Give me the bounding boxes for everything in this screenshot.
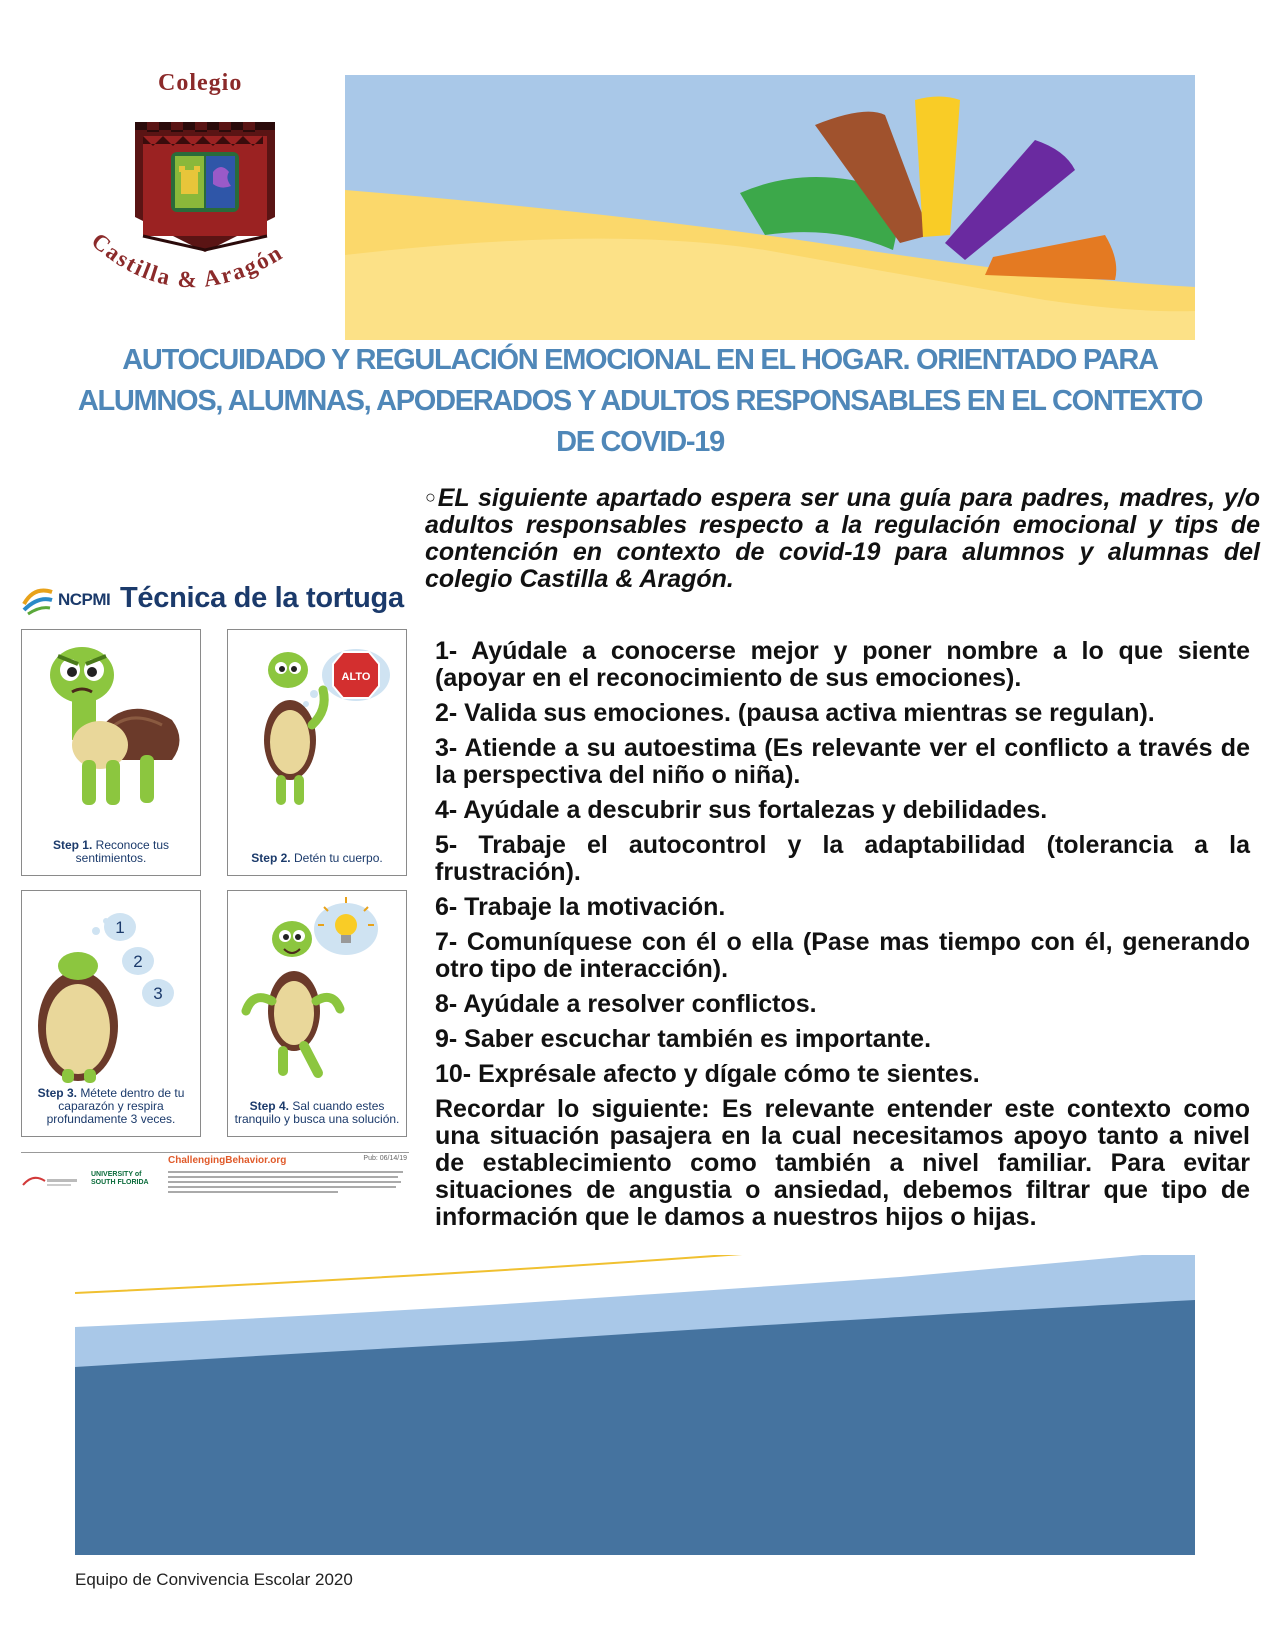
page-title: AUTOCUIDADO Y REGULACIÓN EMOCIONAL EN EL HOGAR. ORIENTADO PARA ALUMNOS, ALUMNAS, APODERADOS Y ADULTOS RESPONSABLES EN EL CONTEXTO DE COVID-19 [77, 344, 1203, 458]
step-panel-2 [227, 629, 407, 876]
usf-logo-label: UNIVERSITY of SOUTH FLORIDA [91, 1171, 149, 1186]
step-panel-4 [227, 890, 407, 1137]
ncpmi-label: NCPMI [58, 590, 111, 609]
breathing-turtle-icon [22, 891, 200, 1091]
school-crest [80, 60, 330, 300]
partner-logo-icon [21, 1171, 81, 1191]
intro-text: EL siguiente apartado espera ser una guía para padres, madres, y/o adultos responsables respecto a la regulación emocional y tips de contención en contexto de covid-19 para alumnos y alumnas del colegio Castilla & Aragón. [425, 484, 1260, 593]
list-item: 3- Atiende a su autoestima (Es relevante ver el conflicto a través de la perspectiva del niño o niña). [435, 734, 1250, 789]
tips-list [435, 638, 1250, 1231]
count-2: 2 [133, 952, 143, 971]
infographic-credits [21, 1152, 409, 1201]
crest-bottom-arc [80, 225, 330, 315]
ncpmi-logo-icon [20, 582, 56, 618]
reminder-paragraph: Recordar lo siguiente: Es relevante entender este contexto como una situación pasajera en la cual necesitamos apoyo tanto a nivel de establecimiento como también a nivel familiar. Para evitar situaciones de angustia o ansiedad, debemos filtrar que tipo de información que le damos a nuestros hijos o hijas. [435, 1095, 1250, 1231]
list-item: 10- Exprésale afecto y dígale cómo te sientes. [435, 1060, 980, 1088]
list-item: 6- Trabaje la motivación. [435, 893, 726, 921]
step-caption: Step 2. Detén tu cuerpo. [251, 851, 383, 865]
crest-bottom-word: Castilla & Aragón [86, 227, 288, 293]
bottom-wave-decoration [0, 1255, 1275, 1555]
fine-print-lines [168, 1169, 408, 1199]
credit-site: ChallengingBehavior.org [168, 1155, 287, 1166]
footer-credit: Equipo de Convivencia Escolar 2020 [75, 1570, 353, 1589]
list-item: 7- Comuníquese con él o ella (Pase mas tiempo con él, generando otro tipo de interacción). [435, 928, 1250, 983]
idea-turtle-icon [228, 891, 406, 1091]
intro-paragraph [425, 484, 1260, 593]
svg-text:Castilla & Aragón [87, 228, 288, 292]
step-panel-1 [21, 629, 201, 876]
list-item: 2- Valida sus emociones. (pausa activa mientras se regulan). [435, 699, 1155, 727]
header-banner [345, 75, 1195, 340]
crest-top-word: Colegio [158, 70, 243, 96]
step-caption: Step 1. Reconoce tus sentimientos. [52, 838, 170, 865]
list-item: 9- Saber escuchar también es importante. [435, 1025, 932, 1053]
step-panel-3 [21, 890, 201, 1137]
step-caption: Step 3. Métete dentro de tu caparazón y respira profundamente 3 veces. [37, 1086, 185, 1126]
stop-turtle-icon [228, 630, 406, 830]
infographic-header [20, 580, 420, 630]
list-item: 5- Trabaje el autocontrol y la adaptabilidad (tolerancia a la frustración). [435, 831, 1250, 886]
step-caption: Step 4. Sal cuando estes tranquilo y busca una solución. [234, 1099, 400, 1126]
infographic-title: Técnica de la tortuga [120, 582, 404, 614]
count-3: 3 [153, 984, 163, 1003]
angry-turtle-icon [22, 630, 200, 830]
intro-bullet: ○ [425, 487, 438, 507]
list-item: 1- Ayúdale a conocerse mejor y poner nombre a lo que siente (apoyar en el reconocimiento de sus emociones). [435, 637, 1250, 692]
list-item: 4- Ayúdale a descubrir sus fortalezas y debilidades. [435, 796, 1048, 824]
list-item: 8- Ayúdale a resolver conflictos. [435, 990, 817, 1018]
credit-date: Pub: 06/14/19 [363, 1155, 407, 1162]
count-1: 1 [115, 918, 125, 937]
stop-sign-label: ALTO [341, 671, 371, 683]
